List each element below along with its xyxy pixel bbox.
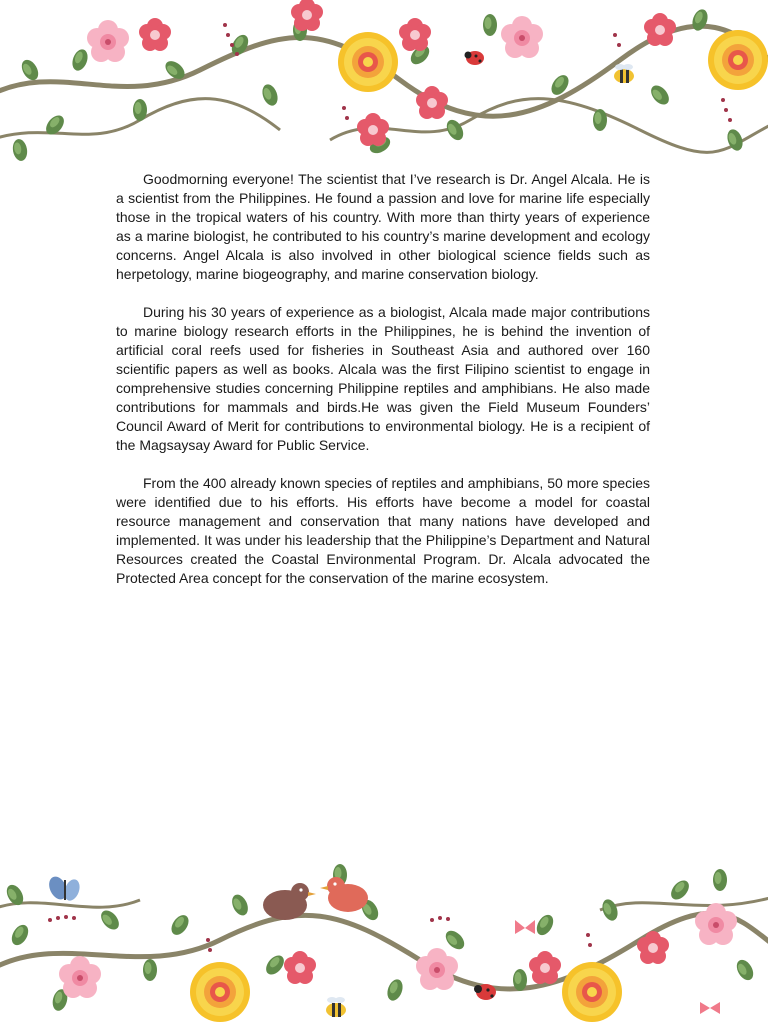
bird-icon <box>320 877 368 912</box>
bee-icon <box>614 64 634 83</box>
ladybug-icon <box>465 51 485 65</box>
bee-icon <box>326 997 346 1017</box>
floral-border-bottom <box>0 850 768 1024</box>
paragraph-3: From the 400 already known species of reptiles and amphibians, 50 more species were identified due to his efforts. His efforts have become a model for coastal resource management and conservation that many nations have developed and implemented. It was under his leadership that the Philippine’s Department and Natural Resources created the Coastal Environmental Program. Dr. Alcala advocated the Protected Area concept for the conservation of the marine ecosystem. <box>116 475 650 586</box>
butterfly-icon <box>700 1002 720 1014</box>
essay-text <box>116 170 650 607</box>
butterfly-icon <box>515 920 535 934</box>
ladybug-icon <box>474 984 496 1000</box>
butterfly-icon <box>46 874 83 903</box>
paragraph-2: During his 30 years of experience as a biologist, Alcala made major contributions to marine biology research efforts in the Philippines, he is behind the invention of artificial coral reefs used for fisheries in Southeast Asia and authored over 160 scientific papers as well as books. Alcala was the first Filipino scientist to engage in comprehensive studies concerning Philippine reptiles and amphibians. He also made contributions for mammals and birds.He was given the Field Museum Founders’ Council Award of Merit for contributions to environmental biology. He is a recipient of the Magsaysay Award for Public Service. <box>116 304 650 453</box>
floral-border-top <box>0 0 768 175</box>
paragraph-1: Goodmorning everyone! The scientist that I’ve research is Dr. Angel Alcala. He is a scientist from the Philippines. He found a passion and love for marine life especially those in the tropical waters of his country. With more than thirty years of experience as a marine biologist, he contributed to his country’s marine development and ecology concerns. Angel Alcala is also involved in other biological science fields such as herpetology, marine biogeography, and marine conservation biology. <box>116 171 650 282</box>
